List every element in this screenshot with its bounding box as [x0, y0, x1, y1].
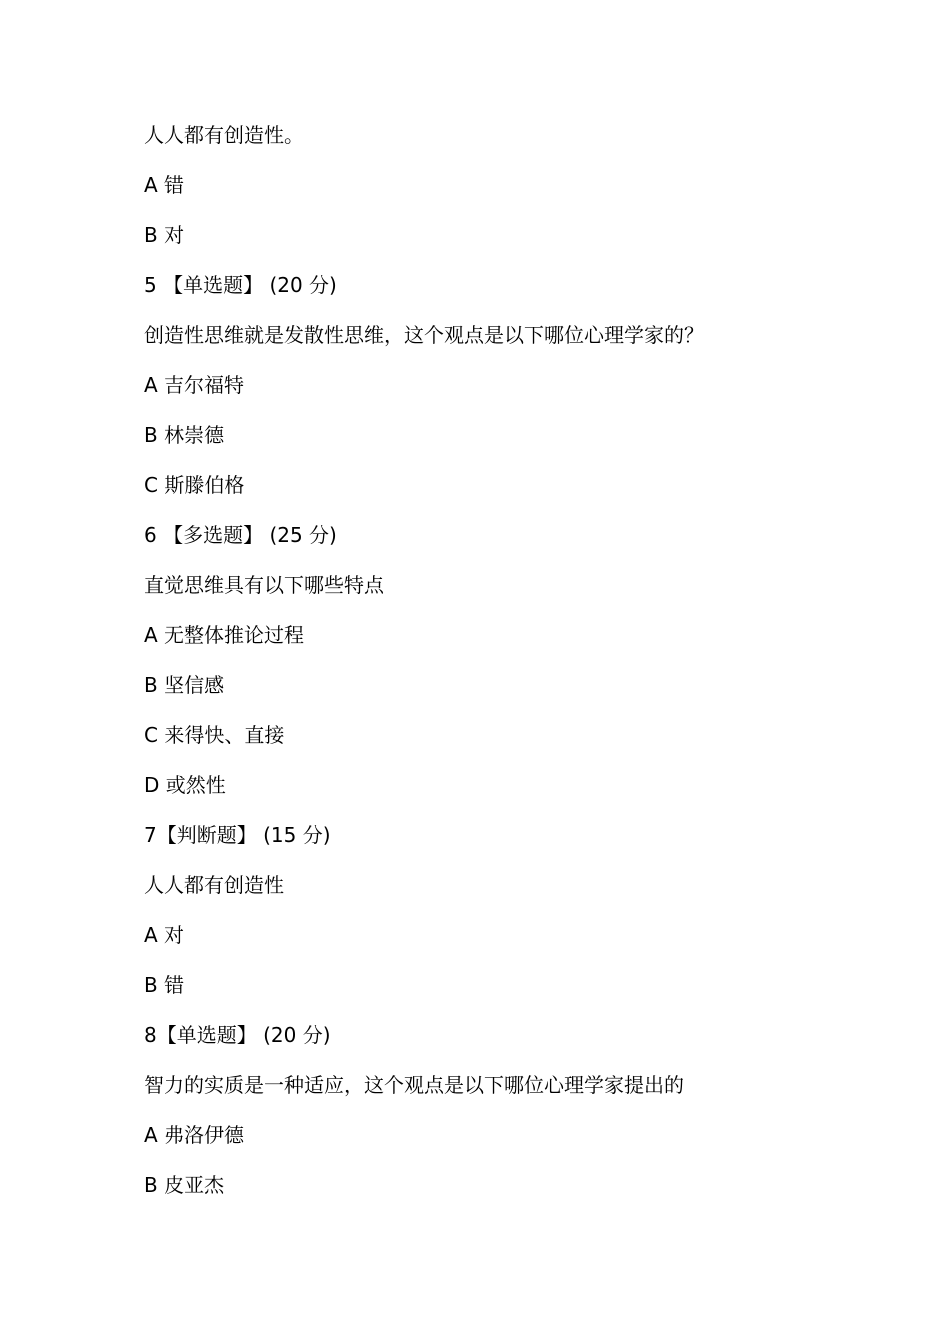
question-text-7: 人人都有创造性	[144, 873, 284, 897]
option-b-5: B 林崇德	[144, 423, 225, 447]
question-text-8: 智力的实质是一种适应，这个观点是以下哪位心理学家提出的	[144, 1073, 684, 1097]
option-b: B 对	[144, 223, 185, 247]
option-a-6: A 无整体推论过程	[144, 623, 305, 647]
option-b-6: B 坚信感	[144, 673, 225, 697]
option-a-7: A 对	[144, 923, 185, 947]
question-text: 人人都有创造性。	[144, 123, 304, 147]
question-header-6: 6 【多选题】 (25 分)	[144, 523, 337, 547]
question-header-8: 8【单选题】 (20 分)	[144, 1023, 331, 1047]
option-a-8: A 弗洛伊德	[144, 1123, 245, 1147]
question-header-7: 7【判断题】 (15 分)	[144, 823, 331, 847]
option-b-8: B 皮亚杰	[144, 1173, 225, 1197]
question-header-5: 5 【单选题】 (20 分)	[144, 273, 337, 297]
option-c-5: C 斯滕伯格	[144, 473, 245, 497]
option-a: A 错	[144, 173, 185, 197]
question-text-5: 创造性思维就是发散性思维，这个观点是以下哪位心理学家的？	[144, 323, 704, 347]
option-a-5: A 吉尔福特	[144, 373, 245, 397]
option-b-7: B 错	[144, 973, 185, 997]
document-page	[144, 120, 844, 1220]
question-text-6: 直觉思维具有以下哪些特点	[144, 573, 384, 597]
option-d-6: D 或然性	[144, 773, 226, 797]
option-c-6: C 来得快、直接	[144, 723, 285, 747]
